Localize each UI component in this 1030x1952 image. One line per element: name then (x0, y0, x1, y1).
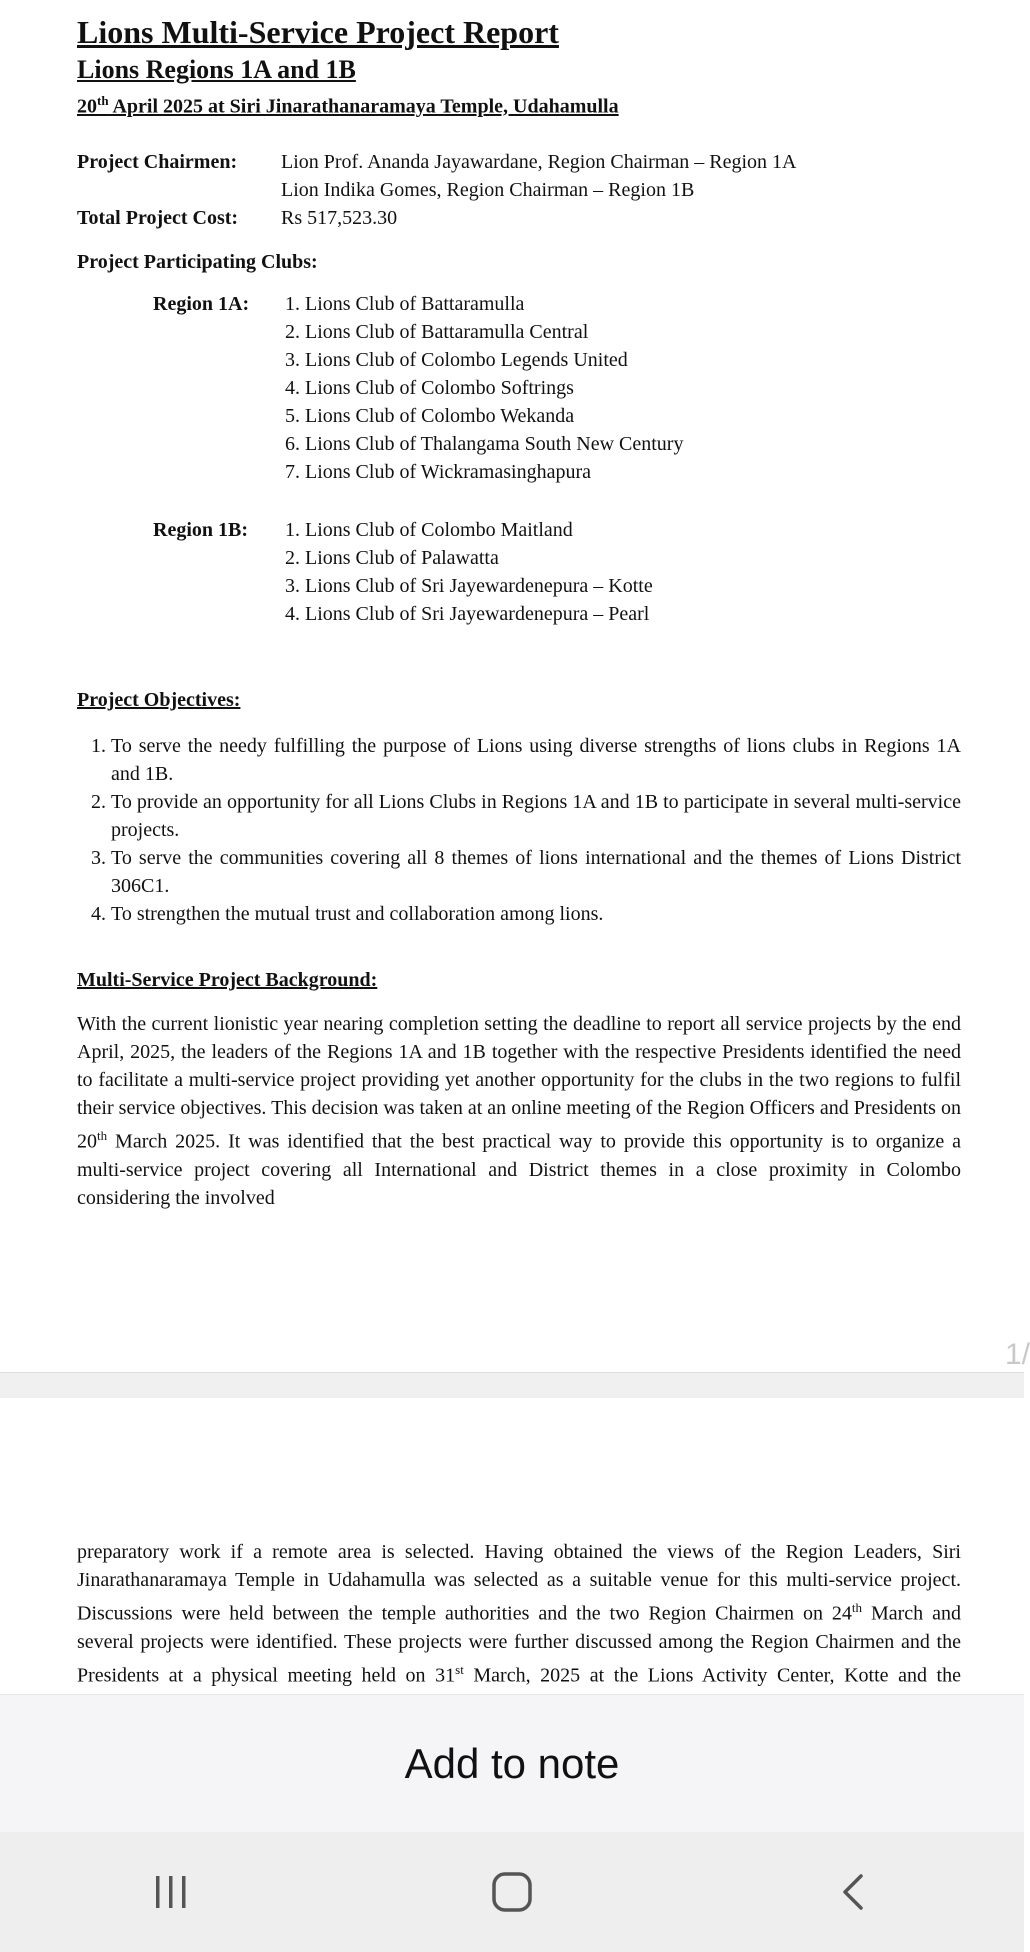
document-page-2 (0, 1398, 1024, 1694)
objective-item: 2. To provide an opportunity for all Lions Clubs in Regions 1A and 1B to participate in several multi-service projects. (111, 788, 961, 844)
back-button[interactable] (813, 1857, 893, 1927)
objectives-heading: Project Objectives: (77, 689, 241, 711)
report-title: Lions Multi-Service Project Report (77, 14, 559, 50)
page-number: 1/ (1004, 1338, 1030, 1371)
club-item: 3. Lions Club of Colombo Legends United (285, 349, 628, 371)
home-button[interactable] (472, 1857, 552, 1927)
club-item: 6. Lions Club of Thalangama South New Century (285, 433, 684, 455)
cost-label: Total Project Cost: (77, 207, 239, 229)
club-item: 1. Lions Club of Colombo Maitland (285, 519, 573, 541)
region-1b (77, 516, 961, 628)
objective-item: 3. To serve the communities covering all 8 themes of lions international and the themes of Lions District 306C1. (111, 844, 961, 900)
clubs-label: Project Participating Clubs: (77, 251, 318, 273)
club-item: 7. Lions Club of Wickramasinghapura (285, 461, 591, 483)
objective-item: 4. To strengthen the mutual trust and collaboration among lions. (111, 900, 961, 928)
report-date: 20th April 2025 at Siri Jinarathanaramaya Temple, Udahamulla (77, 93, 619, 118)
home-icon (490, 1870, 534, 1914)
region-label: Region 1B: (153, 519, 248, 541)
add-to-note-button[interactable] (0, 1694, 1024, 1833)
report-subtitle: Lions Regions 1A and 1B (77, 55, 356, 84)
recent-apps-button[interactable] (131, 1857, 211, 1927)
objectives-section (77, 686, 961, 928)
page-separator (0, 1372, 1024, 1400)
background-section (77, 966, 961, 1212)
system-navigation-bar (0, 1832, 1024, 1952)
background-paragraph-1: With the current lionistic year nearing completion setting the deadline to report all service projects by the end April, 2025, the leaders of the Regions 1A and 1B together with the respective Presidents identified the need to facilitate a multi-service project providing yet another opportunity for the clubs in the two regions to fulfil their service objectives. This decision was taken at an online meeting of the Region Officers and Presidents on 20th March 2025. It was identified that the best practical way to provide this opportunity is to organize a multi-service project covering all International and District themes in a close proximity in Colombo considering the involved (77, 1013, 961, 1209)
club-item: 2. Lions Club of Battaramulla Central (285, 321, 589, 343)
background-heading: Multi-Service Project Background: (77, 969, 378, 991)
region-1a (77, 290, 961, 486)
back-icon (833, 1870, 873, 1914)
club-item: 1. Lions Club of Battaramulla (285, 293, 525, 315)
recent-apps-icon (151, 1870, 191, 1914)
background-continued (77, 1538, 961, 1717)
chairman-1: Lion Prof. Ananda Jayawardane, Region Chairman – Region 1A (281, 151, 797, 173)
region-label: Region 1A: (153, 293, 250, 315)
add-to-note-label: Add to note (404, 1740, 620, 1787)
chairmen-label: Project Chairmen: (77, 151, 238, 173)
club-item: 4. Lions Club of Colombo Softrings (285, 377, 574, 399)
chairman-2: Lion Indika Gomes, Region Chairman – Region 1B (281, 179, 695, 201)
club-item: 5. Lions Club of Colombo Wekanda (285, 405, 575, 427)
cost-value: Rs 517,523.30 (281, 207, 398, 229)
project-info (77, 148, 961, 276)
club-item: 3. Lions Club of Sri Jayewardenepura – Kotte (285, 575, 653, 597)
report-header (77, 14, 961, 120)
objective-item: 1. To serve the needy fulfilling the purpose of Lions using diverse strengths of lions clubs in Regions 1A and 1B. (111, 732, 961, 788)
club-item: 2. Lions Club of Palawatta (285, 547, 499, 569)
background-paragraph-2: preparatory work if a remote area is selected. Having obtained the views of the Region Leaders, Siri Jinarathanaramaya Temple in Udahamulla was selected as a suitable venue for this multi-service project. Discussions were held between the temple authorities and the two Region Chairmen on 24th March and several projects were identified. These projects were further discussed among the Region Chairmen and the Presidents at a physical meeting held on 31st March, 2025 at the Lions Activity Center, Kotte and the (77, 1541, 961, 1687)
club-item: 4. Lions Club of Sri Jayewardenepura – Pearl (285, 603, 650, 625)
